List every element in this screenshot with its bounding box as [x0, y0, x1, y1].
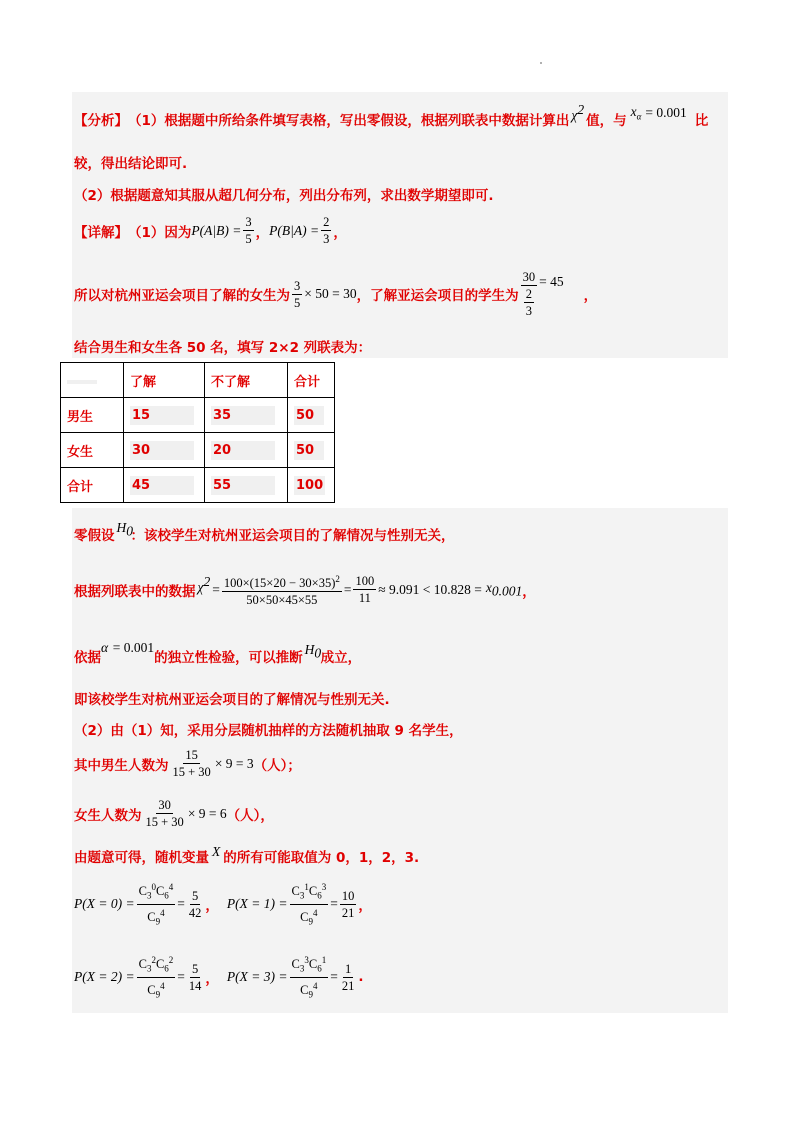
conclusion-line: 即该校学生对杭州亚运会项目的了解情况与性别无关.	[74, 692, 390, 708]
chi-square-symbol: $\chi^2$	[197, 573, 211, 595]
p-x0-combination: $\frac{C_3^0C_6^4}{C_9^4}$	[138, 882, 174, 927]
table-header-cell	[61, 363, 124, 398]
part2-intro-line: （2）由（1）知，采用分层随机抽样的方法随机抽取 9 名学生，	[74, 723, 463, 739]
page-dot	[540, 62, 542, 64]
table-header-cell: 不了解	[205, 363, 288, 398]
prob-a-given-b: P(A|B) =	[191, 222, 242, 238]
p-x1-value: $\frac{10}{21}$	[341, 888, 355, 920]
table-cell: 50	[288, 398, 335, 433]
know-total-fraction: $\frac{30}{\frac{2}{3}}$	[522, 270, 536, 318]
table-cell: 20	[205, 433, 288, 468]
table-cell: 35	[205, 398, 288, 433]
p-x2-combination: $\frac{C_3^2C_6^2}{C_9^4}$	[138, 955, 174, 1000]
male-count-line	[74, 748, 301, 779]
prob-a-given-b-value: $\frac{3}{5}$	[245, 215, 252, 246]
x-critical: $x_{0.001}$	[485, 579, 523, 599]
contingency-table	[60, 362, 335, 503]
chi-square-symbol: $\chi^2$	[571, 102, 585, 123]
table-cell: 30	[124, 433, 205, 468]
table-header-cell: 合计	[288, 363, 335, 398]
p-x2-value: $\frac{5}{14}$	[188, 961, 202, 993]
female-know-calc: × 50 = 30	[304, 286, 357, 301]
chi-square-line: 根据列联表中的数据 $\chi^2$ = $\frac{100\times(15\times 20 - 30\times 35)^2}{50\times 50\times 45\times 55}$ = $\frac{100}{11}$ ≈ 9.091 < 10.828 = $x_{0.001}$ ，	[74, 573, 536, 608]
hypothesis-label: 零假设	[74, 528, 115, 544]
table-cell: 女生	[61, 433, 124, 468]
p-x3-combination: $\frac{C_3^3C_6^1}{C_9^4}$	[291, 955, 327, 1000]
table-row	[61, 433, 335, 468]
p-x0-label: P(X = 0) =	[74, 896, 135, 912]
test-text-1: 依据	[74, 650, 101, 666]
female-unit: （人），	[226, 807, 274, 824]
chi-square-result: ≈ 9.091 < 10.828 =	[378, 581, 482, 597]
prob-line-1: P(X = 0) = $\frac{C_3^0C_6^4}{C_9^4}$ = $\frac{5}{42}$ ， P(X = 1) = $\frac{C_3^1C_6^3}{C_9^4}$ = $\frac{10}{21}$ ，	[74, 882, 372, 927]
test-text-2: 的独立性检验，可以推断	[154, 650, 303, 666]
test-line: 依据 α = 0.001 的独立性检验，可以推断 $H_0$ 成立，	[74, 640, 362, 666]
p-x2-label: P(X = 2) =	[74, 969, 135, 985]
test-text-3: 成立，	[320, 650, 362, 666]
table-header-cell: 了解	[124, 363, 205, 398]
table-intro: 结合男生和女生各 50 名，填写 2×2 列联表为：	[74, 340, 372, 356]
female-text: 女生人数为	[74, 807, 142, 824]
female-fraction: $\frac{30}{15 + 30}$	[145, 798, 184, 829]
analysis-part2: （2）根据题意知其服从超几何分布，列出分布列，求出数学期望即可.	[74, 188, 494, 204]
female-count-line	[74, 798, 274, 829]
table-cell: 55	[205, 468, 288, 503]
table-cell: 50	[288, 433, 335, 468]
x-alpha-value: = 0.001	[645, 104, 687, 120]
p-x1-combination: $\frac{C_3^1C_6^3}{C_9^4}$	[291, 882, 327, 927]
compare-word: 比	[694, 112, 709, 129]
know-total-text: ，了解亚运会项目的学生为	[356, 288, 519, 304]
values-line	[74, 846, 419, 866]
hypothesis-text: ：该校学生对杭州亚运会项目的了解情况与性别无关，	[130, 528, 455, 544]
hypothesis-line: 零假设 $H_0$ ：该校学生对杭州亚运会项目的了解情况与性别无关，	[74, 520, 455, 544]
female-know-fraction: $\frac{3}{5}$	[294, 278, 301, 310]
analysis-line-2: 较，得出结论即可.	[74, 156, 188, 172]
table-cell: 男生	[61, 398, 124, 433]
chi-text: 根据列联表中的数据	[74, 583, 196, 600]
prob-b-given-a: P(B|A) =	[269, 222, 320, 238]
male-unit: （人）；	[253, 757, 301, 774]
detail-intro-text: （1）因为	[128, 224, 192, 241]
table-cell: 合计	[61, 468, 124, 503]
table-row	[61, 468, 335, 503]
detail-label: 【详解】	[74, 224, 128, 241]
values-text-2: 的所有可能取值为 0，1，2，3.	[223, 850, 420, 866]
female-know-line: 所以对杭州亚运会项目了解的女生为 $\frac{3}{5}$ × 50 = 30 ，了解亚运会项目的学生为 $\frac{30}{\frac{2}{3}}$ = 45 ，	[74, 270, 598, 318]
p-x0-value: $\frac{5}{42}$	[188, 888, 202, 920]
male-result: × 9 = 3	[214, 755, 254, 771]
detail-intro-line: 【详解】 （1）因为 P(A|B) = $\frac{3}{5}$ ， P(B|A) = $\frac{2}{3}$ ，	[74, 215, 347, 246]
p-x3-label: P(X = 3) =	[226, 969, 288, 985]
chi-value-word: 值，与	[586, 112, 627, 129]
x-alpha-symbol: $x_\alpha$	[630, 103, 642, 122]
prob-b-given-a-value: $\frac{2}{3}$	[323, 215, 330, 246]
analysis-label: 【分析】	[74, 112, 128, 129]
alpha-value: = 0.001	[112, 640, 155, 655]
table-row	[61, 398, 335, 433]
chi-square-fraction: $\frac{100\times(15\times 20 - 30\times 35)^2}{50\times 50\times 45\times 55}$	[223, 574, 340, 608]
p-x1-label: P(X = 1) =	[226, 896, 288, 912]
male-fraction: $\frac{15}{15 + 30}$	[172, 748, 211, 779]
table-cell: 45	[124, 468, 205, 503]
analysis-line-1	[74, 102, 709, 130]
prob-line-2: P(X = 2) = $\frac{C_3^2C_6^2}{C_9^4}$ = $\frac{5}{14}$ ， P(X = 3) = $\frac{C_3^3C_6^1}{C_9^4}$ = $\frac{1}{21}$ .	[74, 955, 364, 1000]
male-text: 其中男生人数为	[74, 757, 169, 774]
analysis-part1-text: （1）根据题中所给条件填写表格，写出零假设，根据列联表中数据计算出	[128, 112, 570, 129]
female-know-text: 所以对杭州亚运会项目了解的女生为	[74, 288, 290, 304]
table-cell: 100	[288, 468, 335, 503]
p-x3-value: $\frac{1}{21}$	[341, 961, 355, 993]
alpha-symbol: α	[101, 640, 109, 655]
female-result: × 9 = 6	[187, 805, 227, 821]
table-header-row	[61, 363, 335, 398]
variable-x: X	[212, 844, 221, 859]
table-cell: 15	[124, 398, 205, 433]
know-total-result: = 45	[539, 274, 564, 289]
values-text-1: 由题意可得，随机变量	[74, 850, 209, 866]
chi-square-fraction-2: $\frac{100}{11}$	[355, 574, 375, 606]
